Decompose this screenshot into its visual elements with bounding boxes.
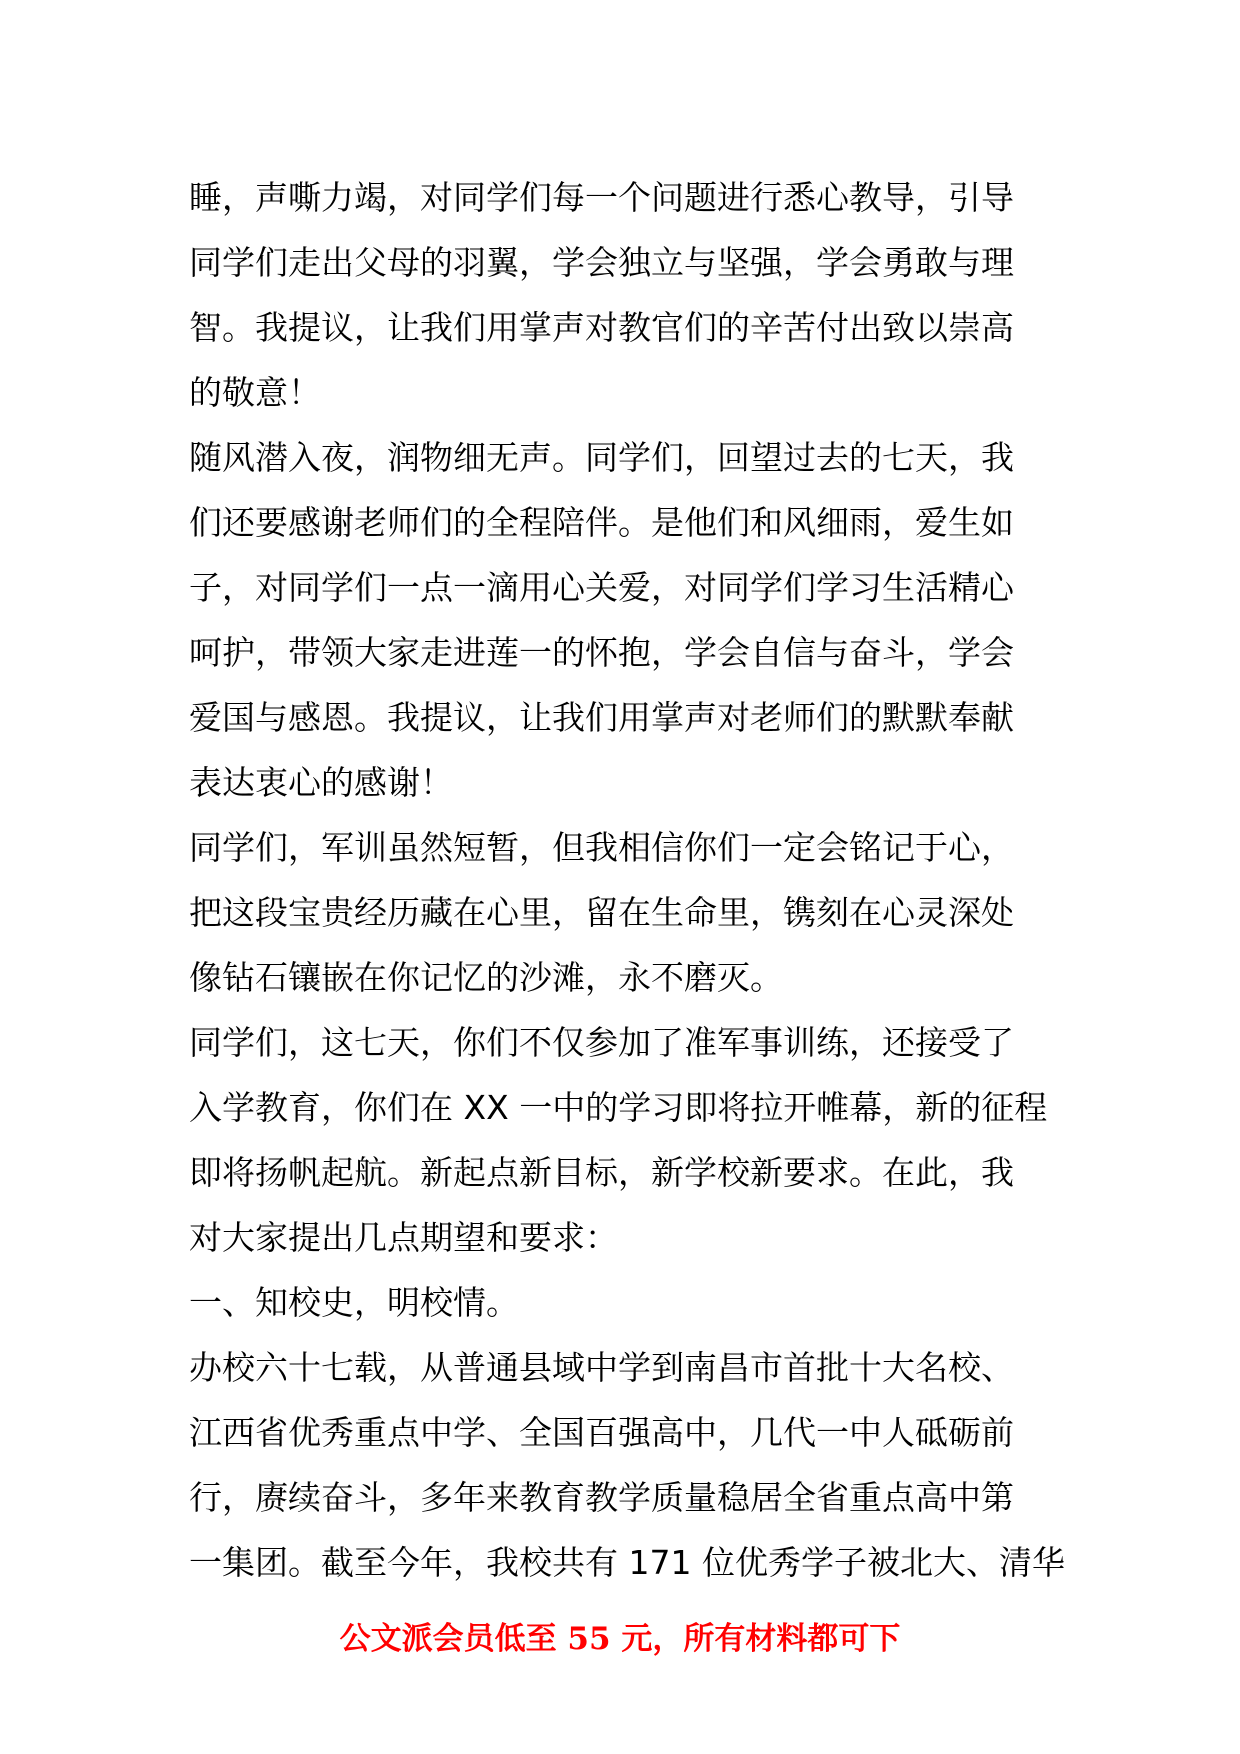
- text-line: 同学们走出父母的羽翼，学会独立与坚强，学会勇敢与理: [189, 243, 1014, 282]
- text-line: 表达衷心的感谢！: [189, 763, 453, 802]
- section-heading: 一、知校史，明校情。: [189, 1283, 519, 1322]
- text-line: 对大家提出几点期望和要求：: [189, 1218, 618, 1257]
- text-line: 子，对同学们一点一滴用心关爱，对同学们学习生活精心: [189, 568, 1014, 607]
- text-line: 的敬意！: [189, 373, 321, 412]
- promo-footer: 公文派会员低至 55 元，所有材料都可下: [339, 1621, 901, 1657]
- text-line: 把这段宝贵经历藏在心里，留在生命里，镌刻在心灵深处: [189, 893, 1014, 932]
- text-line: 行，赓续奋斗，多年来教育教学质量稳居全省重点高中第: [189, 1478, 1014, 1517]
- text-line: 即将扬帆起航。新起点新目标，新学校新要求。在此，我: [189, 1153, 1014, 1192]
- text-line: 随风潜入夜，润物细无声。同学们，回望过去的七天，我: [189, 438, 1014, 477]
- text-line: 爱国与感恩。我提议，让我们用掌声对老师们的默默奉献: [189, 698, 1014, 737]
- document-body: [189, 165, 1064, 1595]
- text-line: 入学教育，你们在 XX 一中的学习即将拉开帷幕，新的征程: [189, 1088, 1048, 1127]
- text-line: 呵护，带领大家走进莲一的怀抱，学会自信与奋斗，学会: [189, 633, 1014, 672]
- text-line: 像钻石镶嵌在你记忆的沙滩，永不磨灭。: [189, 958, 783, 997]
- text-line: 江西省优秀重点中学、全国百强高中，几代一中人砥砺前: [189, 1413, 1014, 1452]
- text-line: 们还要感谢老师们的全程陪伴。是他们和风细雨，爱生如: [189, 503, 1014, 542]
- text-line: 同学们，军训虽然短暂，但我相信你们一定会铭记于心，: [189, 828, 1014, 867]
- text-line: 办校六十七载，从普通县域中学到南昌市首批十大名校、: [189, 1348, 1014, 1387]
- text-line: 睡，声嘶力竭，对同学们每一个问题进行悉心教导，引导: [189, 178, 1014, 217]
- text-line: 智。我提议，让我们用掌声对教官们的辛苦付出致以崇高: [189, 308, 1014, 347]
- text-line: 一集团。截至今年，我校共有 171 位优秀学子被北大、清华: [189, 1543, 1065, 1582]
- text-line: 同学们，这七天，你们不仅参加了准军事训练，还接受了: [189, 1023, 1014, 1062]
